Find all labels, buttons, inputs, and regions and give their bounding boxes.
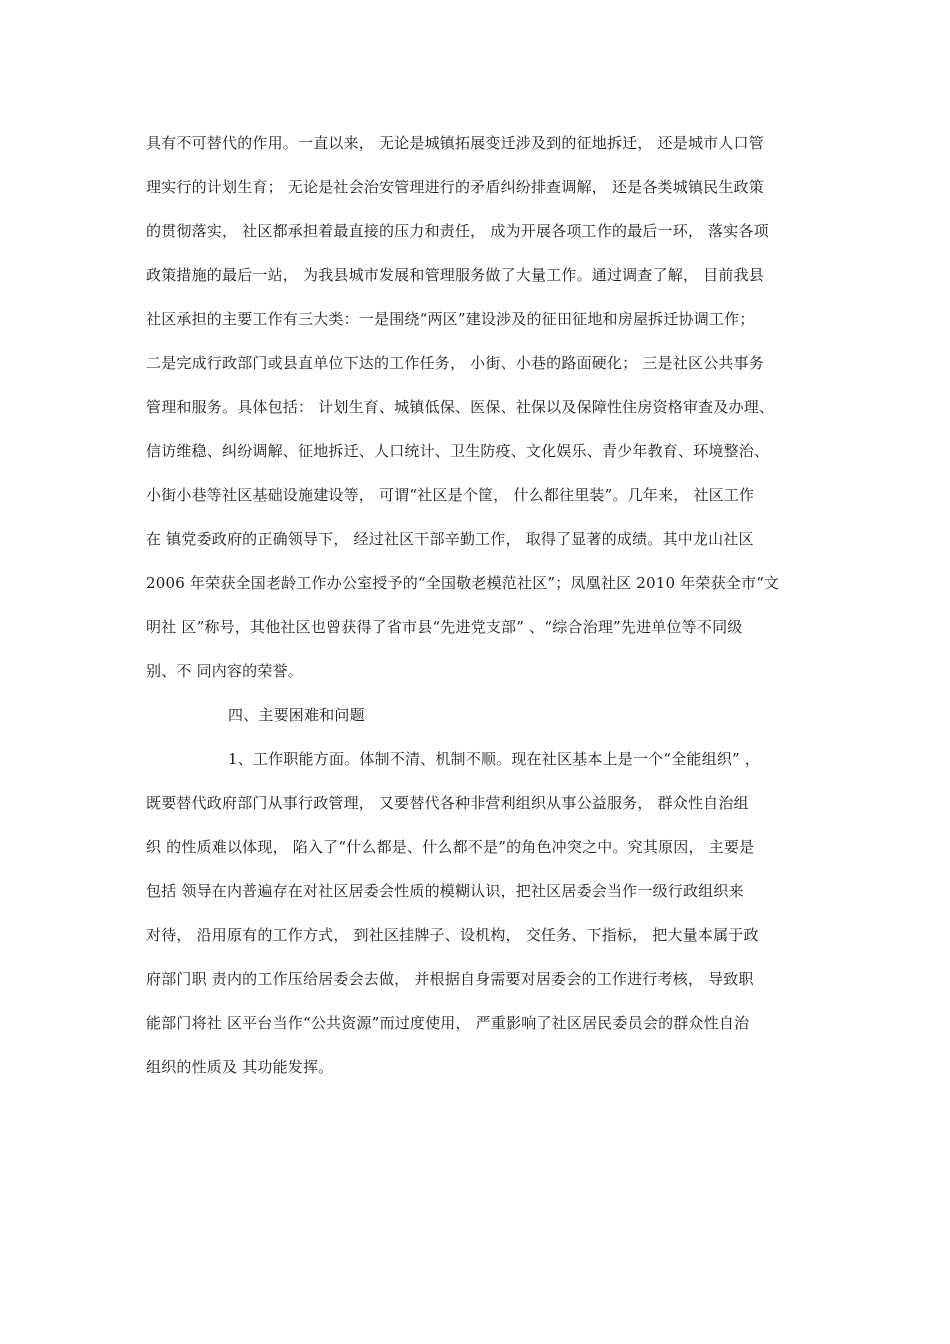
paragraph-1-line: 在 镇党委政府的正确领导下， 经过社区干部辛勤工作， 取得了显著的成绩。其中龙山社区 (146, 530, 754, 548)
paragraph-2-line: 包括 领导在内普遍存在对社区居委会性质的模糊认识，把社区居委会当作一级行政组织来 (146, 882, 744, 900)
paragraph-1-line: 小街小巷等社区基础设施建设等， 可谓“社区是个筐， 什么都往里装”。几年来， 社区工作 (146, 486, 755, 504)
paragraph-2-line: 能部门将社 区平台当作“公共资源”而过度使用， 严重影响了社区居民委员会的群众性自治 (146, 1014, 750, 1032)
paragraph-1-line: 信访维稳、纠纷调解、征地拆迁、人口统计、卫生防疫、文化娱乐、青少年教育、环境整治、 (146, 442, 770, 460)
paragraph-2-line: 织 的性质难以体现， 陷入了“什么都是、什么都不是”的角色冲突之中。究其原因， 主要是 (146, 838, 755, 856)
paragraph-1-line: 社区承担的主要工作有三大类：一是围绕“两区”建设涉及的征田征地和房屋拆迁协调工作； (146, 310, 755, 328)
section-heading: 四、主要困难和问题 (228, 706, 365, 724)
paragraph-1-line: 政策措施的最后一站， 为我县城市发展和管理服务做了大量工作。通过调查了解， 目前我县 (146, 266, 764, 284)
paragraph-2-line: 对待， 沿用原有的工作方式， 到社区挂牌子、设机构， 交任务、下指标， 把大量本属于政 (146, 926, 759, 944)
paragraph-1-line: 二是完成行政部门或县直单位下达的工作任务， 小街、小巷的路面硬化； 三是社区公共事务 (146, 354, 764, 372)
paragraph-1-line: 理实行的计划生育； 无论是社会治安管理进行的矛盾纠纷排查调解， 还是各类城镇民生政策 (146, 178, 764, 196)
paragraph-1-line: 具有不可替代的作用。一直以来， 无论是城镇拓展变迁涉及到的征地拆迁， 还是城市人口管 (146, 134, 764, 152)
paragraph-2-line: 既要替代政府部门从事行政管理， 又要替代各种非营利组织从事公益服务， 群众性自治组 (146, 794, 749, 812)
paragraph-2-line: 组织的性质及 其功能发挥。 (146, 1058, 334, 1076)
paragraph-1-line: 别、不 同内容的荣誉。 (146, 662, 303, 680)
paragraph-2-line: 府部门职 责内的工作压给居委会去做， 并根据自身需要对居委会的工作进行考核， 导致职 (146, 970, 754, 988)
paragraph-1-line: 明社 区”称号，其他社区也曾获得了省市县“先进党支部” 、“综合治理”先进单位等不同级 (146, 618, 743, 636)
paragraph-2-line: 1、工作职能方面。体制不清、机制不顺。现在社区基本上是一个“全能组织” ， (228, 750, 761, 768)
paragraph-1-line: 2006 年荣获全国老龄工作办公室授予的“全国敬老模范社区”；凤凰社区 2010 年荣获全市“文 (146, 574, 780, 592)
paragraph-1-line: 的贯彻落实， 社区都承担着最直接的压力和责任， 成为开展各项工作的最后一环， 落实各项 (146, 222, 769, 240)
paragraph-1-line: 管理和服务。具体包括： 计划生育、城镇低保、医保、社保以及保障性住房资格审查及办理、 (146, 398, 775, 416)
